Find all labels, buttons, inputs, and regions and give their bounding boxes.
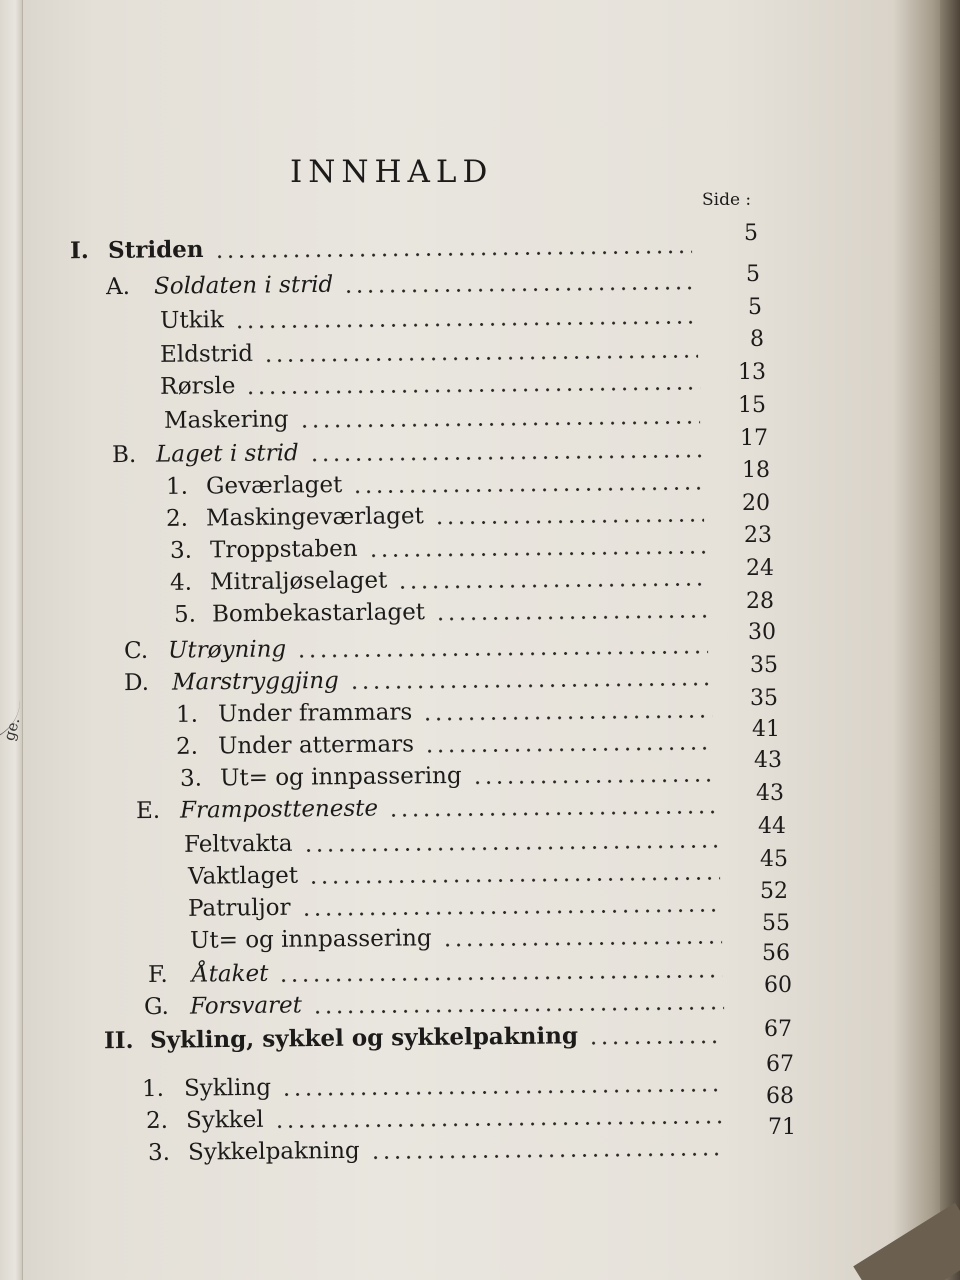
toc-leader-dots	[234, 319, 696, 330]
toc-entry-title: Utkik	[159, 307, 225, 334]
toc-entry-page: 35	[750, 653, 778, 678]
toc-entry-number: E.	[135, 797, 161, 825]
toc-entry-title: Mitraljøselaget	[209, 567, 388, 596]
toc-entry-page: 67	[766, 1052, 794, 1077]
toc-leader-dots	[245, 385, 700, 396]
toc-entry-number: C.	[123, 637, 149, 665]
toc-entry-title: Vaktlaget	[187, 862, 299, 890]
toc-leader-dots	[299, 419, 701, 429]
toc-entry-title: Soldaten i strid	[153, 271, 334, 300]
toc-entry-page: 68	[766, 1084, 794, 1109]
toc-entry-title: Maskingeværlaget	[205, 503, 424, 532]
toc-entry-number: 5.	[173, 601, 197, 628]
toc-entry-page: 30	[748, 620, 776, 645]
toc-leader-dots	[588, 1039, 722, 1046]
toc-leader-dots	[343, 285, 694, 295]
toc-entry-title: Geværlaget	[205, 472, 343, 500]
toc-entry-title: Under attermars	[217, 731, 415, 760]
toc-entry-page: 67	[764, 1017, 792, 1042]
toc-entry-page: 56	[762, 941, 790, 966]
toc-entry-number: 2.	[145, 1107, 169, 1135]
toc-entry	[160, 295, 704, 335]
toc-entry-number: B.	[111, 441, 137, 469]
toc-entry-number: 1.	[165, 473, 189, 500]
toc-entry-number: F.	[147, 961, 168, 989]
toc-entry-page: 15	[738, 393, 766, 418]
toc-entry-page: 28	[746, 589, 774, 614]
toc-entry-title: Utrøyning	[167, 636, 287, 664]
toc-entry	[160, 361, 708, 401]
toc-entry-page: 60	[764, 973, 792, 998]
toc-entry-title: Feltvakta	[183, 830, 293, 858]
page-title: INNHALD	[290, 154, 494, 190]
toc-entry-page: 43	[756, 781, 784, 806]
toc-entry-number: II.	[103, 1026, 134, 1055]
toc-entry-number: 4.	[169, 569, 193, 596]
toc-entry-title: Sykkelpakning	[187, 1137, 360, 1166]
toc-leader-dots	[442, 939, 722, 948]
toc-entry-title: Åtaket	[191, 960, 269, 988]
toc-entry-page: 8	[750, 327, 764, 352]
toc-entry-title: Forsvaret	[189, 992, 303, 1020]
toc-entry-number: 2.	[165, 505, 189, 532]
toc-entry-number: G.	[143, 993, 170, 1021]
toc-entry-page: 35	[750, 686, 778, 711]
toc-leader-dots	[370, 1151, 722, 1161]
toc-entry-title: Laget i strid	[155, 440, 299, 468]
toc-entry-title: Marstryggjing	[171, 667, 339, 696]
toc-entry-page: 18	[742, 458, 770, 483]
toc-entry-title: Eldstrid	[159, 340, 254, 368]
toc-entry-page: 41	[752, 717, 780, 742]
toc-leader-dots	[435, 613, 708, 622]
toc-entry-number: 3.	[179, 765, 203, 792]
toc-entry-title: Ut= og innpassering	[219, 762, 462, 792]
toc-entry-page: 52	[760, 879, 788, 904]
toc-entry-title: Sykling, sykkel og sykkelpakning	[149, 1022, 579, 1054]
toc-entry-title: Rørsle	[159, 373, 236, 400]
toc-entry-title: Sykling	[183, 1074, 272, 1102]
toc-entry-number: D.	[123, 669, 150, 697]
toc-entry-page: 45	[760, 847, 788, 872]
toc-entry-title: Striden	[107, 235, 204, 264]
toc-entry-page: 55	[762, 911, 790, 936]
toc-entry-number: 1.	[141, 1075, 165, 1103]
page-column-label: Side :	[702, 190, 752, 210]
toc-entry-number: 3.	[169, 537, 193, 564]
toc-entry	[148, 1127, 730, 1167]
toc-entry-title: Bombekastarlaget	[211, 599, 426, 628]
toc-entry-title: Frampostteneste	[179, 795, 379, 824]
toc-entry-title: Maskering	[163, 406, 289, 434]
toc-entry-title: Troppstaben	[209, 535, 358, 564]
toc-entry-page: 20	[742, 491, 770, 516]
toc-entry-number: I.	[69, 237, 89, 265]
left-margin-fragment: ge.	[0, 715, 24, 743]
toc-entry-page: 23	[744, 523, 772, 548]
toc-entry-page: 17	[740, 426, 768, 451]
toc-entry	[136, 785, 724, 825]
toc-entry	[106, 261, 702, 301]
toc-entry-number: 2.	[175, 733, 199, 760]
toc-entry-page: 13	[738, 360, 766, 385]
toc-entry-page: 5	[744, 221, 758, 246]
toc-leader-dots	[312, 1005, 724, 1015]
toc-leader-dots	[214, 249, 693, 260]
toc-entry-title: Ut= og innpassering	[189, 925, 432, 954]
toc-entry-number: A.	[105, 273, 131, 301]
toc-entry-page: 43	[754, 748, 782, 773]
toc-entry-page: 5	[746, 262, 760, 287]
toc-entry-number: 3.	[147, 1139, 171, 1167]
toc-entry	[104, 1015, 730, 1056]
toc-entry-page: 44	[758, 814, 786, 839]
toc-entry-number: 1.	[175, 701, 199, 728]
toc-entry	[70, 225, 700, 266]
toc-entry-title: Under frammars	[217, 699, 413, 728]
toc-entry-page: 5	[748, 295, 762, 320]
toc-entry	[174, 589, 716, 629]
toc-entry-page: 71	[768, 1115, 796, 1140]
toc-entry-title: Patruljor	[187, 894, 291, 922]
toc-entry-title: Sykkel	[185, 1106, 264, 1134]
toc-entry-page: 24	[746, 556, 774, 581]
toc-leader-dots	[388, 809, 716, 818]
